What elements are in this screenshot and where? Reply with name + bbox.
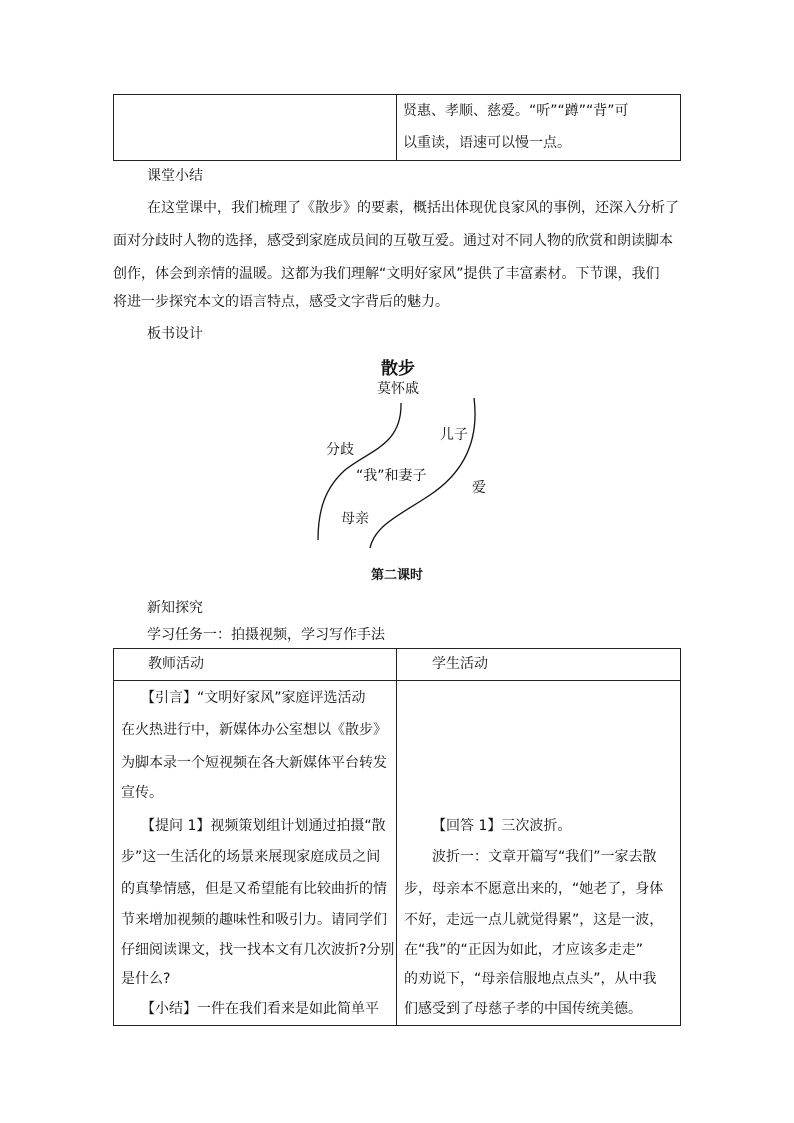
header-student: 学生活动 [432, 656, 488, 672]
lesson2-section: 新知探究 [147, 600, 203, 616]
teacher-line: 宣传。 [121, 785, 163, 801]
activity-table-divider [396, 649, 397, 1025]
board-muqin: 母亲 [341, 511, 369, 527]
student-line: 在“我”的“正因为如此，才应该多走走” [404, 942, 644, 958]
teacher-line: 【小结】一件在我们看来是如此简单平 [141, 1001, 379, 1017]
summary-line-2: 面对分歧时人物的选择，感受到家庭成员间的互敬互爱。通过对不同人物的欣赏和朗读脚本 [113, 233, 673, 249]
student-line: 们感受到了母慈子孝的中国传统美德。 [404, 1001, 642, 1017]
student-line: 不好，走远一点儿就觉得累”，这是一波， [404, 912, 664, 928]
student-line: 波折一：文章开篇写“我们”一家去散 [432, 849, 657, 865]
teacher-line: 是什么? [121, 971, 171, 987]
board-erzi: 儿子 [440, 427, 468, 443]
summary-line-1: 在这堂课中，我们梳理了《散步》的要素，概括出体现优良家风的事例，还深入分析了 [147, 200, 679, 216]
teacher-line: 【提问 1】视频策划组计划通过拍摄“散 [141, 818, 386, 834]
teacher-line: 仔细阅读课文，找一找本文有几次波折?分别 [121, 942, 395, 958]
student-line: 【回答 1】三次波折。 [432, 818, 572, 834]
activity-table-header-rule [114, 680, 680, 681]
top-table-right-line-2: 以重读，语速可以慢一点。 [403, 135, 571, 151]
header-teacher: 教师活动 [148, 656, 204, 672]
top-table-right-line-1: 贤惠、孝顺、慈爱。“听”“蹲”“背”可 [403, 103, 629, 119]
lesson2-task: 学习任务一：拍摄视频，学习写作手法 [147, 627, 385, 643]
student-line: 的劝说下，“母亲信服地点点头”，从中我 [404, 971, 657, 987]
board-ai: 爱 [472, 480, 486, 496]
summary-line-3: 创作，体会到亲情的温暖。这都为我们理解“文明好家风”提供了丰富素材。下节课，我们 [113, 266, 660, 282]
teacher-line: 【引言】“文明好家风”家庭评选活动 [141, 690, 366, 706]
summary-line-4: 将进一步探究本文的语言特点，感受文字背后的魅力。 [113, 294, 449, 310]
board-author: 莫怀戚 [377, 381, 419, 397]
board-wo-qizi: “我”和妻子 [356, 468, 427, 484]
teacher-line: 为脚本录一个短视频在各大新媒体平台转发 [121, 755, 387, 771]
activity-table [113, 648, 681, 1026]
teacher-line: 步”这一生活化的场景来展现家庭成员之间 [121, 849, 381, 865]
board-heading: 板书设计 [147, 326, 203, 342]
teacher-line: 的真挚情感，但是又希望能有比较曲折的情 [121, 881, 387, 897]
board-title: 散步 [381, 359, 415, 379]
teacher-line: 节来增加视频的趣味性和吸引力。请同学们 [121, 912, 387, 928]
lesson2-title: 第二课时 [370, 568, 423, 583]
student-line: 步，母亲本不愿意出来的，“她老了，身体 [404, 881, 664, 897]
teacher-line: 在火热进行中，新媒体办公室想以《散步》 [121, 722, 387, 738]
board-fenqi: 分歧 [326, 442, 354, 458]
summary-heading: 课堂小结 [147, 168, 203, 184]
